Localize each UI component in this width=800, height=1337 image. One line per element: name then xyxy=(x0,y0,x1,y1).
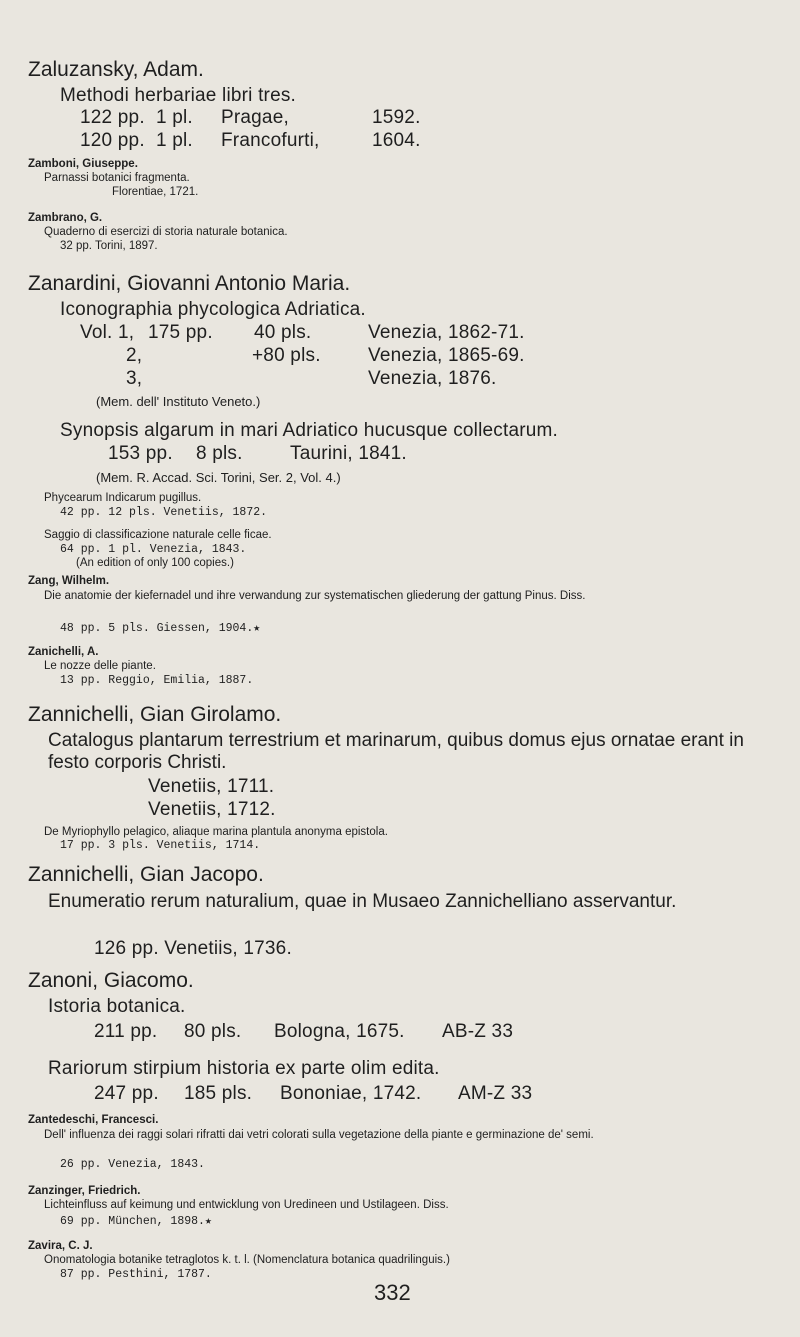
imprint-year: 1592. xyxy=(372,107,421,128)
entry-author: Zaluzansky, Adam. xyxy=(28,58,204,81)
entry-imprint: Venezia, 1865-69. xyxy=(368,345,525,366)
imprint-plates: 1 pl. xyxy=(156,107,193,128)
imprint-place: Pragae, xyxy=(221,107,289,128)
entry-author: Zanardini, Giovanni Antonio Maria. xyxy=(28,272,351,295)
entry-imprint: 69 pp. München, 1898.★ xyxy=(60,1215,212,1228)
entry-title: Saggio di classificazione naturale celle ficae. xyxy=(44,529,272,541)
entry-author: Zamboni, Giuseppe. xyxy=(28,158,138,170)
imprint-pages: 153 pp. xyxy=(108,443,173,464)
imprint-plates: +80 pls. xyxy=(252,345,321,366)
entry-imprint: 87 pp. Pesthini, 1787. xyxy=(60,1268,212,1281)
entry-title: Quaderno di esercizi di storia naturale botanica. xyxy=(44,226,288,238)
entry-imprint: Venezia, 1862-71. xyxy=(368,322,525,343)
imprint-pages: 175 pp. xyxy=(148,322,213,343)
entry-author: Zanzinger, Friedrich. xyxy=(28,1185,141,1197)
imprint-pages: 247 pp. xyxy=(94,1083,159,1104)
entry-imprint: 13 pp. Reggio, Emilia, 1887. xyxy=(60,674,254,687)
entry-imprint: Bologna, 1675. xyxy=(274,1021,405,1042)
entry-imprint: 32 pp. Torini, 1897. xyxy=(60,240,158,252)
entry-title: Enumeratio rerum naturalium, quae in Musaeo Zannichelliano asservantur. xyxy=(48,891,677,912)
entry-imprint: Venetiis, 1712. xyxy=(148,799,276,820)
page-number: 332 xyxy=(374,1280,411,1305)
imprint-plates: 80 pls. xyxy=(184,1021,242,1042)
imprint-pages: 122 pp. xyxy=(80,107,145,128)
entry-imprint: Venezia, 1876. xyxy=(368,368,497,389)
entry-title: Iconographia phycologica Adriatica. xyxy=(60,299,366,320)
entry-title: De Myriophyllo pelagico, aliaque marina plantula anonyma epistola. xyxy=(44,826,388,838)
entry-imprint: 42 pp. 12 pls. Venetiis, 1872. xyxy=(60,506,268,519)
imprint-place: Francofurti, xyxy=(221,130,320,151)
imprint-year: 1604. xyxy=(372,130,421,151)
volume-number: 3, xyxy=(126,368,143,389)
entry-title: Synopsis algarum in mari Adriatico hucusque collectarum. xyxy=(60,420,559,441)
entry-title: Methodi herbariae libri tres. xyxy=(60,85,297,106)
entry-title: Onomatologia botanike tetraglotos k. t. l. (Nomenclatura botanica quadrilinguis.) xyxy=(44,1254,450,1266)
entry-author: Zavira, C. J. xyxy=(28,1240,93,1252)
imprint-plates: 40 pls. xyxy=(254,322,312,343)
entry-author: Zannichelli, Gian Girolamo. xyxy=(28,703,282,726)
entry-title: Catalogus plantarum terrestrium et marinarum, quibus domus ejus ornatae erant in festo corporis Christi. xyxy=(48,730,744,773)
edition-note: (An edition of only 100 copies.) xyxy=(76,557,234,569)
entry-title: Le nozze delle piante. xyxy=(44,660,156,672)
imprint-plates: 185 pls. xyxy=(184,1083,253,1104)
entry-author: Zantedeschi, Francesci. xyxy=(28,1114,159,1126)
entry-imprint: Bononiae, 1742. xyxy=(280,1083,422,1104)
entry-author: Zang, Wilhelm. xyxy=(28,575,110,587)
shelf-mark: AM-Z 33 xyxy=(458,1083,533,1104)
entry-title: Istoria botanica. xyxy=(48,996,186,1017)
entry-imprint: Taurini, 1841. xyxy=(290,443,407,464)
imprint-plates: 1 pl. xyxy=(156,130,193,151)
entry-title: Lichteinfluss auf keimung und entwicklung von Uredineen und Ustilageen. Diss. xyxy=(44,1199,449,1211)
entry-imprint: 64 pp. 1 pl. Venezia, 1843. xyxy=(60,543,247,556)
entry-imprint: 17 pp. 3 pls. Venetiis, 1714. xyxy=(60,839,261,852)
entry-imprint: Florentiae, 1721. xyxy=(112,186,199,198)
shelf-mark: AB-Z 33 xyxy=(442,1021,514,1042)
entry-title: Rariorum stirpium historia ex parte olim edita. xyxy=(48,1058,440,1079)
imprint-pages: 211 pp. xyxy=(94,1021,158,1042)
imprint-plates: 8 pls. xyxy=(196,443,243,464)
entry-imprint: 126 pp. Venetiis, 1736. xyxy=(94,938,292,959)
entry-author: Zanichelli, A. xyxy=(28,646,99,658)
entry-imprint: Venetiis, 1711. xyxy=(148,776,275,797)
entry-author: Zanoni, Giacomo. xyxy=(28,969,194,992)
entry-imprint: 48 pp. 5 pls. Giessen, 1904.★ xyxy=(60,622,261,635)
entry-title: Dell' influenza dei raggi solari rifratti dai vetri colorati sulla vegetazione della piante e germinazione de' semi. xyxy=(44,1129,594,1141)
entry-title: Phycearum Indicarum pugillus. xyxy=(44,492,202,504)
entry-author: Zambrano, G. xyxy=(28,212,103,224)
entry-imprint: 26 pp. Venezia, 1843. xyxy=(60,1158,205,1171)
entry-title: Die anatomie der kiefernadel und ihre verwandung zur systematischen gliederung der gattung Pinus. Diss. xyxy=(44,590,586,602)
series-note: (Mem. dell' Instituto Veneto.) xyxy=(96,394,261,409)
imprint-pages: 120 pp. xyxy=(80,130,145,151)
volume-number: 2, xyxy=(126,345,143,366)
entry-author: Zannichelli, Gian Jacopo. xyxy=(28,863,264,886)
volume-number: Vol. 1, xyxy=(80,322,135,343)
entry-title: Parnassi botanici fragmenta. xyxy=(44,172,190,184)
series-note: (Mem. R. Accad. Sci. Torini, Ser. 2, Vol. 4.) xyxy=(96,470,341,485)
